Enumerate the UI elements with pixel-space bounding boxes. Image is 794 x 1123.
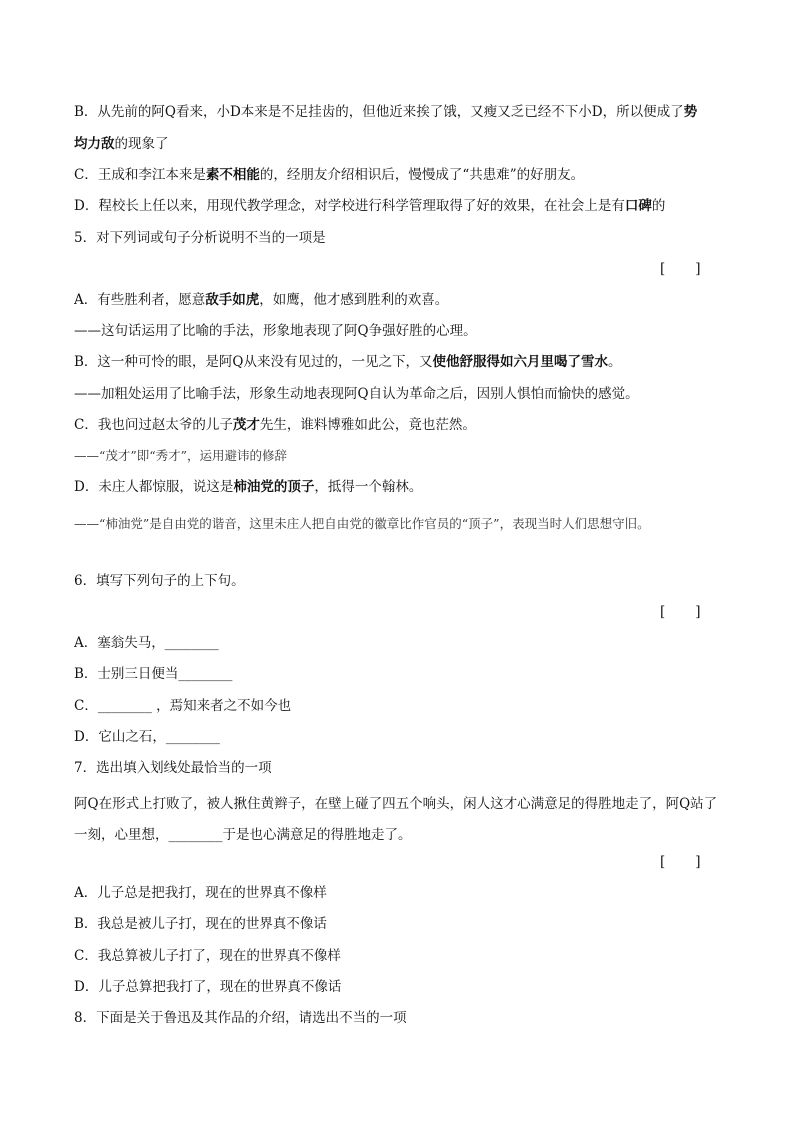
option-b-tail: 的现象了 (114, 136, 169, 152)
q5-a-bold: 敌手如虎 (205, 292, 260, 308)
q5-c-bold: 茂才 (232, 417, 260, 433)
q5-option-c-note: ——“茂才”即“秀才”，运用避讳的修辞 (74, 448, 288, 463)
option-c-bold: 素不相能 (205, 167, 260, 183)
q5-d-tail: ，抵得一个翰林。 (314, 479, 423, 495)
q5-a-text: A．有些胜利者，愿意 (74, 292, 206, 308)
q5-c-text: C．我也问过赵太爷的儿子 (74, 417, 233, 433)
option-d-text: D．程校长上任以来，用现代教学理念，对学校进行科学管理取得了好的效果，在社会上是有 (74, 198, 625, 214)
question-5-answer-bracket: [ ] (660, 261, 701, 277)
question-7-answer-bracket: [ ] (660, 854, 701, 870)
q5-b-bold: 使他舒服得如六月里喝了雪水 (432, 354, 608, 370)
option-d-line (74, 196, 720, 216)
q5-d-text: D．未庄人都惊服，说这是 (74, 479, 234, 495)
option-d-bold: 口碑 (624, 198, 652, 214)
q5-option-a-note: ——这句话运用了比喻的手法，形象地表现了阿Q争强好胜的心理。 (74, 323, 477, 339)
question-6-answer-bracket: [ ] (660, 604, 701, 620)
option-c-tail: 的，经朋友介绍相识后，慢慢成了“共患难”的好朋友。 (259, 167, 585, 183)
question-8-stem: 8．下面是关于鲁迅及其作品的介绍，请选出不当的一项 (74, 1010, 407, 1026)
q7-option-c: C．我总算被儿子打了，现在的世界真不像样 (74, 948, 341, 964)
option-d-tail: 的 (651, 198, 666, 214)
q5-option-b-note: ——加粗处运用了比喻手法，形象生动地表现阿Q自认为革命之后，因别人惧怕而愉快的感觉。 (74, 386, 639, 402)
q5-c-tail: 先生，谁料博雅如此公，竟也茫然。 (259, 417, 476, 433)
q6-option-c: C．________ ，焉知来者之不如今也 (74, 698, 292, 714)
option-b-line-2 (74, 134, 720, 154)
q5-option-b (74, 352, 720, 372)
q5-b-tail: 。 (608, 354, 622, 370)
q6-option-b: B．士别三日便当________ (74, 666, 233, 682)
q7-option-b: B．我总是被儿子打，现在的世界真不像话 (74, 916, 327, 932)
option-c-line (74, 165, 720, 185)
option-b-bold-1: 势 (683, 104, 698, 120)
question-5-stem: 5．对下列词或句子分析说明不当的一项是 (74, 230, 326, 246)
question-6-stem: 6．填写下列句子的上下句。 (74, 573, 245, 589)
q7-option-d: D．儿子总算把我打了，现在的世界真不像话 (74, 979, 342, 995)
q5-option-a (74, 290, 720, 310)
q7-option-a: A．儿子总是把我打，现在的世界真不像样 (74, 885, 327, 901)
q6-option-a: A．塞翁失马，________ (74, 635, 219, 651)
q5-option-d-note: ——“柿油党”是自由党的谐音，这里未庄人把自由党的徽章比作官员的“顶子”，表现当时人们思想守旧。 (74, 516, 650, 531)
option-c-text: C．王成和李江本来是 (74, 167, 206, 183)
q5-d-bold: 柿油党的顶子 (233, 479, 315, 495)
option-b-line-1 (74, 102, 720, 122)
q5-b-text: B．这一种可怜的眼，是阿Q从来没有见过的，一见之下，又 (74, 354, 433, 370)
q5-a-tail: ，如鹰，他才感到胜利的欢喜。 (259, 292, 449, 308)
question-7-stem: 7．选出填入划线处最恰当的一项 (74, 760, 272, 776)
option-b-text: B．从先前的阿Q看来，小D本来是不足挂齿的，但他近来挨了饿，又瘦又乏已经不下小D，所以便成了 (74, 104, 684, 120)
option-b-bold-2: 均力敌 (74, 136, 115, 152)
question-7-passage: 阿Q在形式上打败了，被人揪住黄辫子，在壁上碰了四五个响头，闲人这才心满意足的得胜地走了，阿Q站了一刻，心里想，________于是也心满意足的得胜地走了。 (74, 796, 718, 843)
q5-option-c (74, 415, 720, 435)
q5-option-d (74, 477, 720, 497)
q6-option-d: D．它山之石，________ (74, 729, 220, 745)
